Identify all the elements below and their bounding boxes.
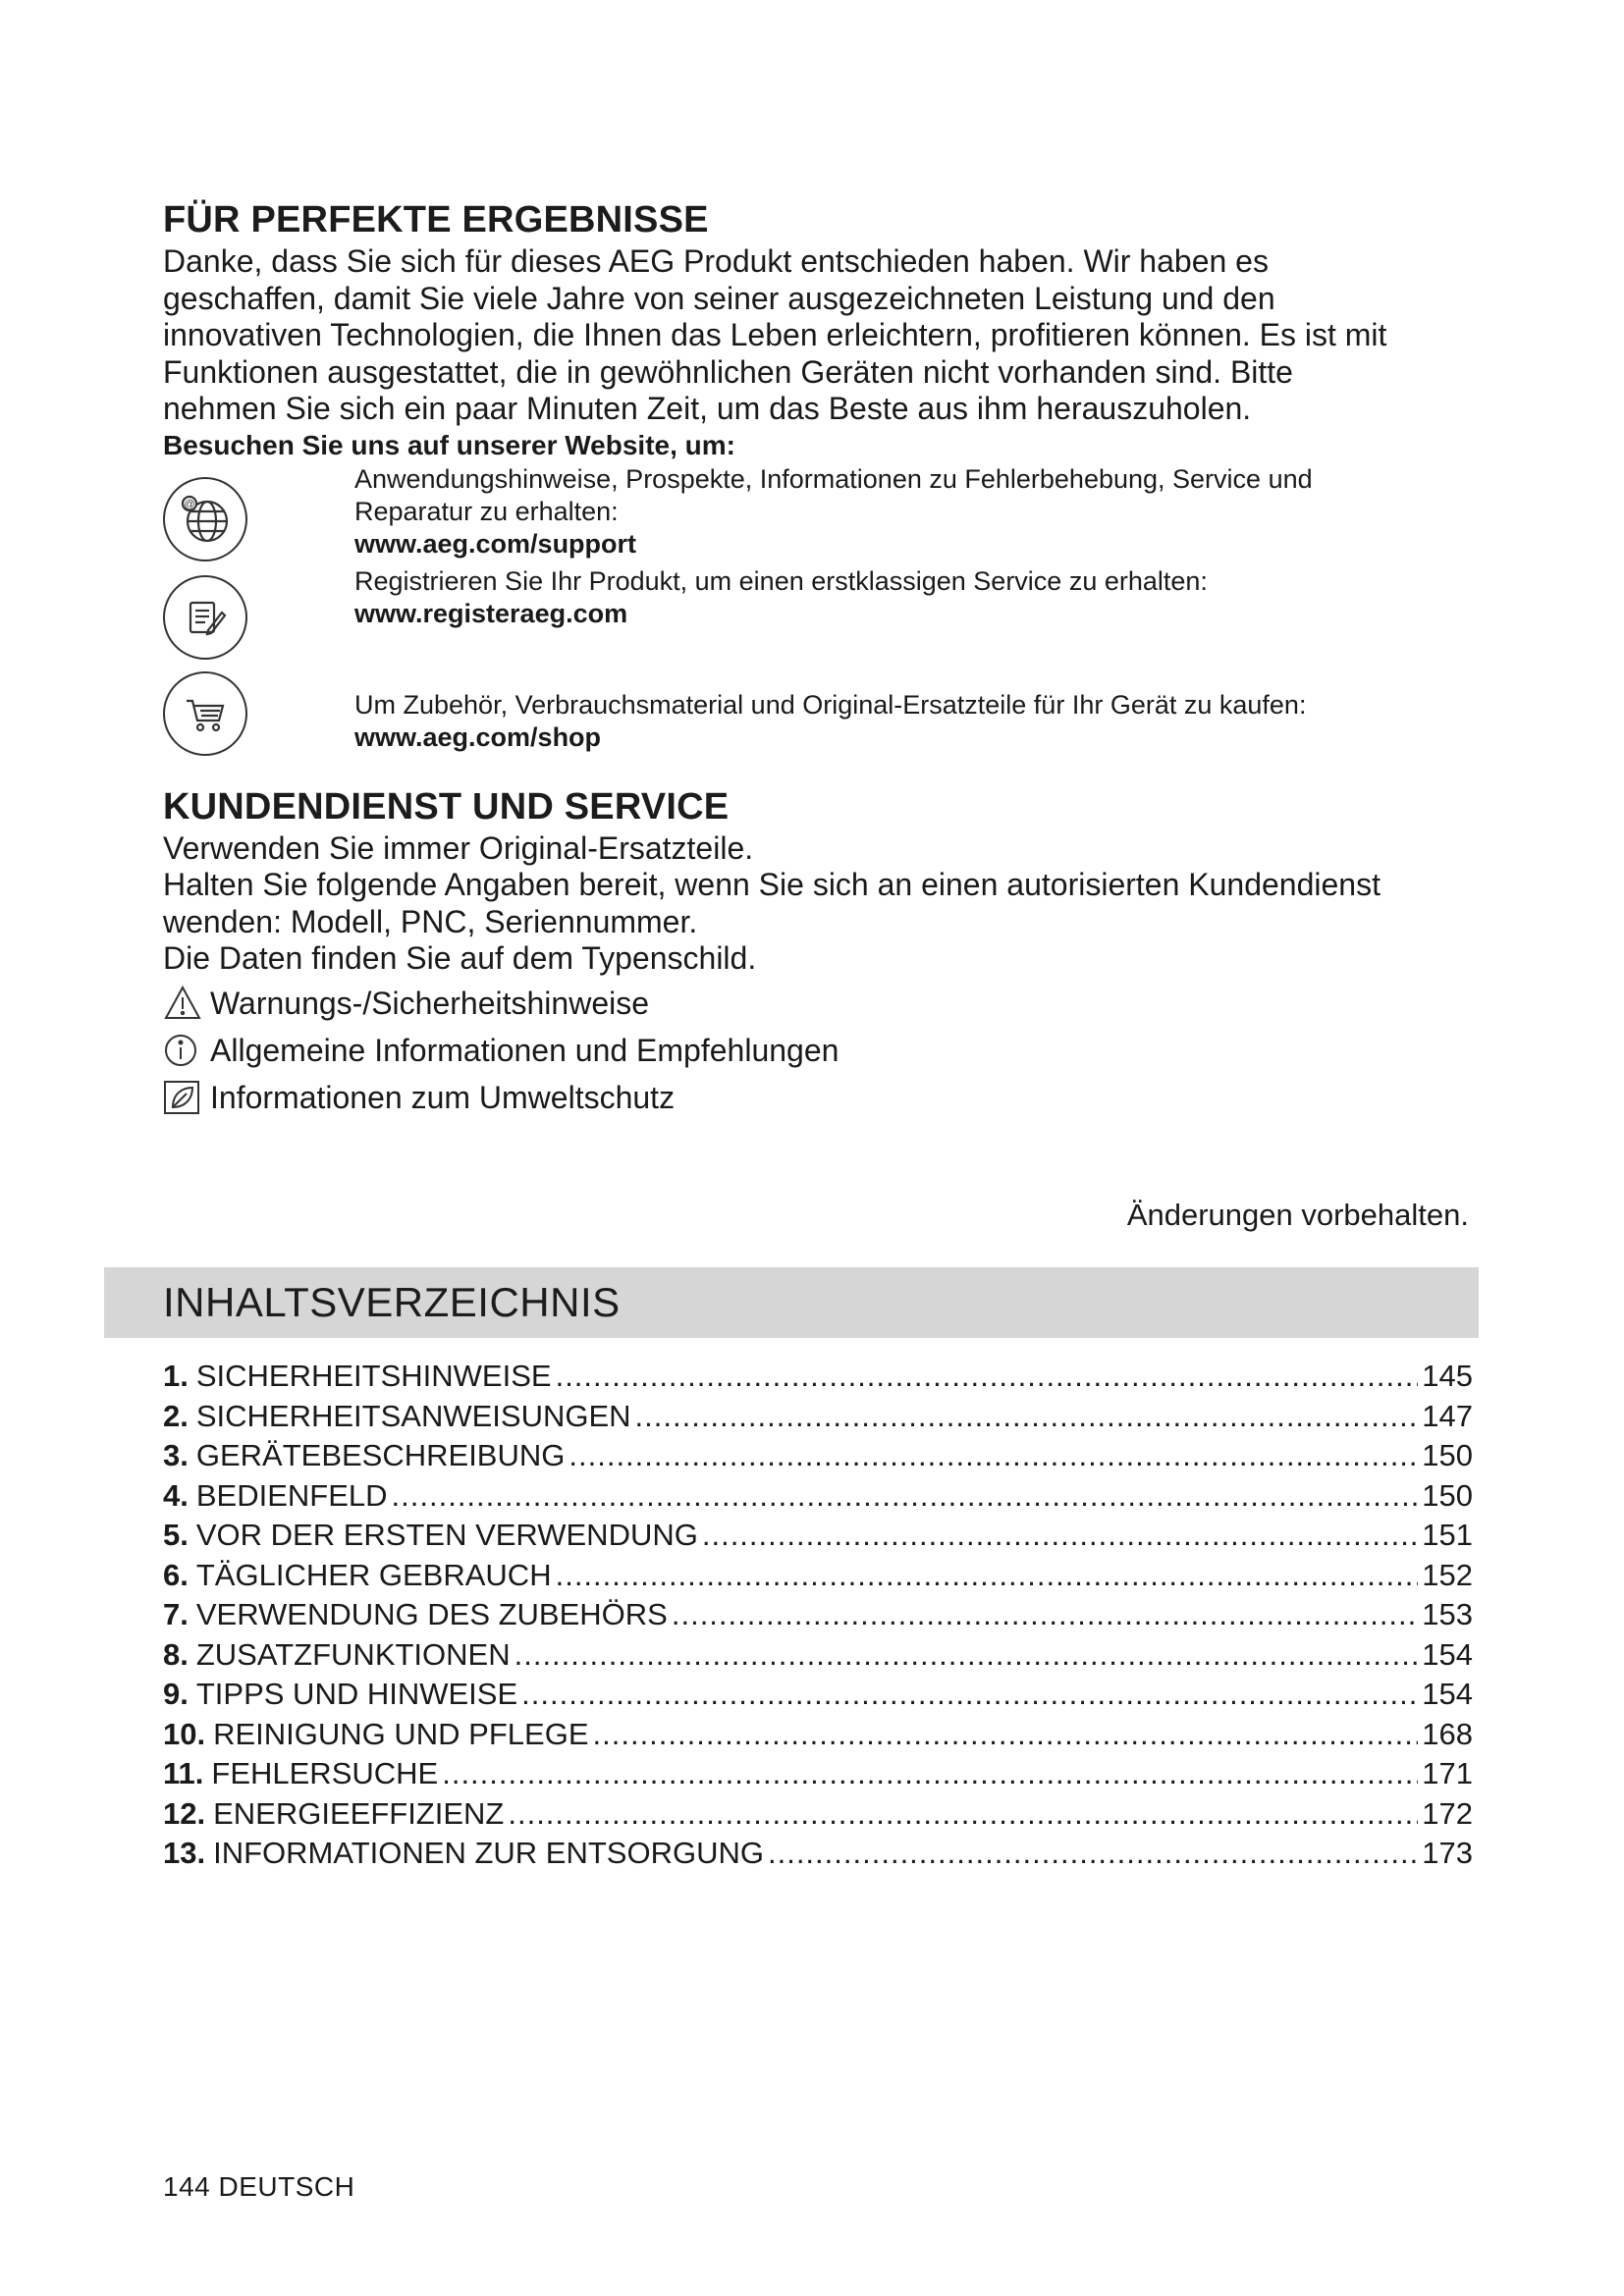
legend-environment [163,1074,1479,1121]
register-notepad-icon [163,575,247,660]
environment-leaf-icon [163,1078,202,1117]
support-link[interactable]: www.aeg.com/support [354,528,637,559]
toc-entry-number: 8. [163,1636,189,1672]
globe-support-icon [163,477,247,561]
toc-entry[interactable] [163,1635,1473,1676]
changes-note: Änderungen vorbehalten. [1126,1198,1469,1232]
info-circle-icon [163,1031,202,1070]
toc-leader-dots [593,1715,1419,1755]
toc-leader-dots [556,1556,1419,1596]
legend-warning-text: Warnungs-/Sicherheitshinweise [210,985,650,1021]
register-text [354,565,1208,630]
toc-entry-title: TIPPS UND HINWEISE [195,1677,518,1711]
toc-entry-page: 172 [1422,1795,1473,1831]
toc-entry-page: 147 [1422,1398,1473,1433]
toc-entry-number: 11. [163,1756,204,1790]
toc-entry-number: 2. [163,1398,189,1433]
service-section [163,783,1479,1121]
toc-entry-page: 154 [1422,1636,1473,1672]
legend-info [163,1027,1479,1074]
toc-entry-number: 3. [163,1438,189,1472]
toc-entry-title: BEDIENFELD [195,1477,388,1513]
toc-leader-dots [521,1675,1418,1715]
toc-entry[interactable] [163,1794,1473,1835]
toc-entry-number: 12. [163,1795,206,1831]
toc-entry-title: FEHLERSUCHE [211,1756,439,1790]
support-text [354,463,1313,561]
toc-entry-page: 173 [1422,1836,1473,1870]
toc-entry[interactable] [163,1834,1473,1874]
toc-entry-page: 145 [1422,1359,1473,1393]
toc-entry[interactable] [163,1397,1473,1437]
toc-entry-number: 5. [163,1518,189,1552]
support-line: Reparatur zu erhalten: [354,496,619,526]
shop-text [354,689,1306,754]
toc-entry-title: REINIGUNG UND PFLEGE [213,1716,589,1751]
toc-entry-title: ZUSATZFUNKTIONEN [195,1636,511,1672]
toc-list [163,1357,1473,1874]
shop-line: Um Zubehör, Verbrauchsmaterial und Original-Ersatzteile für Ihr Gerät zu kaufen: [354,689,1307,720]
toc-entry-title: INFORMATIONEN ZUR ENTSORGUNG [213,1836,764,1870]
toc-entry-page: 150 [1422,1438,1473,1472]
toc-leader-dots [672,1595,1418,1635]
toc-entry-page: 171 [1422,1756,1473,1790]
intro-section [163,196,1479,1121]
intro-line: Funktionen ausgestattet, die in gewöhnlichen Geräten nicht vorhanden sind. Bitte [163,353,1293,390]
intro-line: nehmen Sie sich ein paar Minuten Zeit, um das Beste aus ihm herauszuholen. [163,391,1252,426]
toc-entry-number: 10. [163,1716,206,1751]
toc-entry-number: 1. [163,1359,189,1393]
toc-entry-page: 152 [1422,1557,1473,1592]
intro-line: innovativen Technologien, die Ihnen das Leben erleichtern, profitieren können. Es ist mit [163,317,1387,352]
toc-entry-title: ENERGIEEFFIZIENZ [213,1795,505,1831]
toc-entry[interactable] [163,1675,1473,1715]
warning-triangle-icon [163,984,202,1023]
toc-leader-dots [392,1476,1419,1517]
intro-title: FÜR PERFEKTE ERGEBNISSE [163,199,709,240]
toc-header [104,1267,1479,1338]
service-title: KUNDENDIENST UND SERVICE [163,785,730,828]
toc-entry-page: 151 [1422,1518,1473,1552]
toc-entry[interactable] [163,1357,1473,1397]
register-link[interactable]: www.registeraeg.com [354,598,628,628]
intro-line: geschaffen, damit Sie viele Jahre von seiner ausgezeichneten Leistung und den [163,280,1275,316]
toc-entry-page: 150 [1422,1477,1473,1513]
toc-entry-title: VOR DER ERSTEN VERWENDUNG [195,1518,698,1552]
toc-entry-number: 6. [163,1557,189,1592]
toc-title: INHALTSVERZEICHNIS [163,1279,621,1325]
shop-item [163,666,1479,762]
toc-entry[interactable] [163,1595,1473,1635]
svg-text:@: @ [184,498,195,510]
legend-warning [163,980,1479,1027]
toc-entry-number: 7. [163,1597,189,1631]
toc-leader-dots [635,1397,1419,1437]
support-item [163,463,1479,569]
toc-leader-dots [556,1357,1419,1397]
shopping-cart-icon [163,671,247,756]
service-line: Halten Sie folgende Angaben bereit, wenn Sie sich an einen autorisierten Kundendienst [163,867,1380,902]
toc-entry[interactable] [163,1476,1473,1517]
legend-info-text: Allgemeine Informationen und Empfehlungen [210,1032,839,1068]
toc-entry-title: TÄGLICHER GEBRAUCH [195,1557,552,1592]
intro-line: Danke, dass Sie sich für dieses AEG Produkt entschieden haben. Wir haben es [163,243,1269,279]
toc-entry[interactable] [163,1436,1473,1476]
service-line: Verwenden Sie immer Original-Ersatzteile. [163,829,754,866]
toc-entry[interactable] [163,1715,1473,1755]
legend-environment-text: Informationen zum Umweltschutz [210,1079,676,1115]
service-line: wenden: Modell, PNC, Seriennummer. [163,903,698,939]
toc-entry-page: 154 [1422,1677,1473,1711]
toc-entry[interactable] [163,1754,1473,1794]
toc-leader-dots [508,1794,1418,1835]
toc-leader-dots [514,1635,1419,1676]
toc-entry-title: SICHERHEITSANWEISUNGEN [195,1398,631,1433]
register-line: Registrieren Sie Ihr Produkt, um einen erstklassigen Service zu erhalten: [354,565,1208,596]
toc-entry[interactable] [163,1556,1473,1596]
toc-entry-title: SICHERHEITSHINWEISE [195,1359,552,1393]
page-footer: 144 DEUTSCH [163,2171,355,2202]
toc-entry[interactable] [163,1516,1473,1556]
support-line: Anwendungshinweise, Prospekte, Informationen zu Fehlerbehebung, Service und [354,463,1313,494]
toc-leader-dots [568,1436,1418,1476]
toc-entry-number: 4. [163,1477,189,1513]
toc-entry-title: VERWENDUNG DES ZUBEHÖRS [195,1597,668,1631]
toc-entry-page: 168 [1422,1716,1473,1751]
toc-entry-number: 13. [163,1836,206,1870]
visit-heading: Besuchen Sie uns auf unserer Website, um: [163,429,735,460]
toc-leader-dots [702,1516,1418,1556]
shop-link[interactable]: www.aeg.com/shop [354,721,602,752]
toc-leader-dots [442,1754,1418,1794]
toc-entry-page: 153 [1422,1597,1473,1631]
toc-leader-dots [768,1834,1418,1874]
register-item [163,565,1479,666]
service-line: Die Daten finden Sie auf dem Typenschild. [163,940,757,976]
toc-entry-number: 9. [163,1677,189,1711]
toc-entry-title: GERÄTEBESCHREIBUNG [195,1438,566,1472]
